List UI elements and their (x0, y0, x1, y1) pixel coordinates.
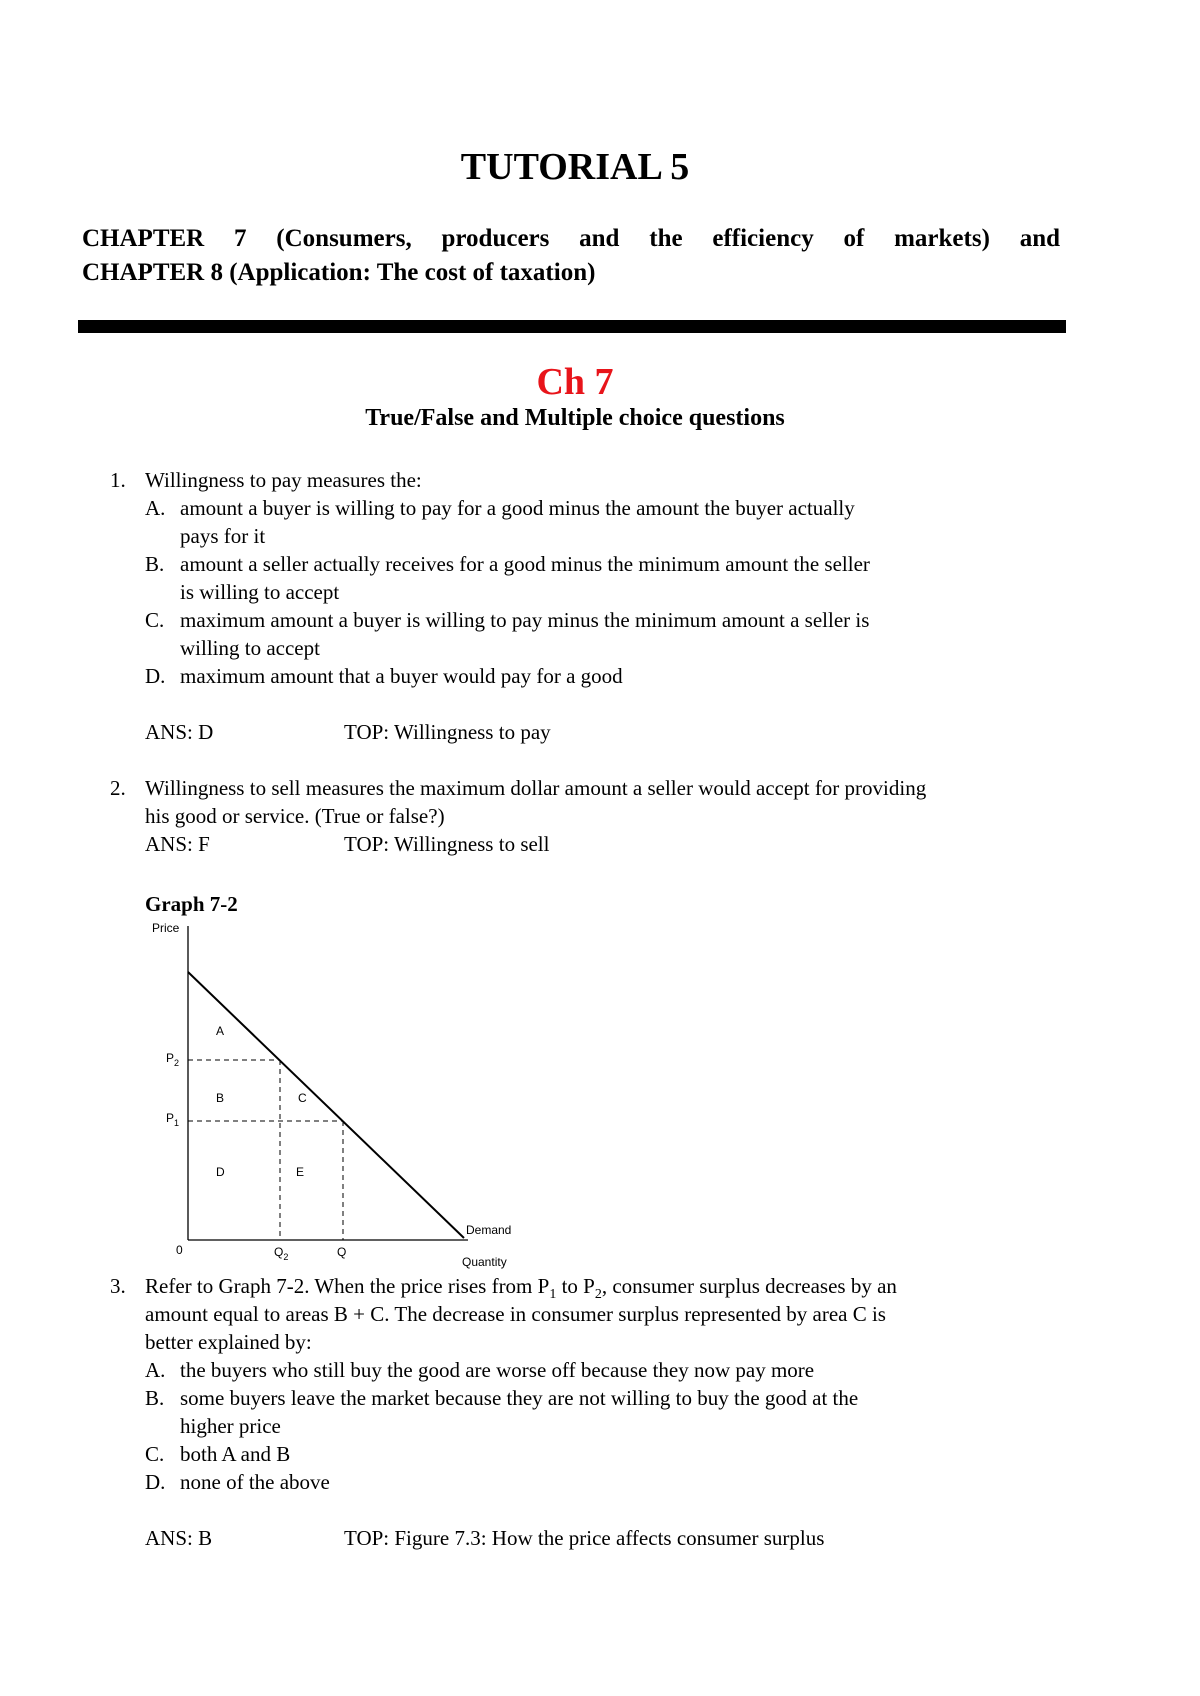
chapter-title: Ch 7 (536, 361, 614, 403)
option-label: D. (145, 1470, 166, 1494)
graph-7-2 (150, 918, 530, 1270)
questions-block-bottom (110, 1272, 897, 1552)
question-text: his good or service. (True or false?) (145, 804, 445, 828)
topic: TOP: Willingness to sell (344, 832, 550, 856)
option-text: some buyers leave the market because they are not willing to buy the good at the (180, 1386, 859, 1410)
answer-row (145, 830, 926, 858)
topic: TOP: Willingness to pay (344, 720, 551, 744)
question-text: Willingness to pay measures the: (145, 468, 422, 492)
question-text: amount equal to areas B + C. The decrease in consumer surplus represented by area C is (145, 1302, 886, 1326)
option-label: B. (145, 552, 165, 576)
option-label: A. (145, 1358, 166, 1382)
area-a-label: A (216, 1024, 225, 1038)
question-2 (110, 774, 926, 858)
answer-row (145, 718, 926, 746)
area-c-label: C (298, 1091, 307, 1105)
x-axis-label: Quantity (462, 1255, 507, 1269)
chapters-word: markets) (894, 225, 990, 252)
option-text: pays for it (180, 524, 266, 548)
option-a (145, 494, 926, 550)
question-1 (110, 466, 926, 746)
q2-label: $Q_2$ (274, 1245, 289, 1262)
option-text: none of the above (180, 1470, 330, 1494)
option-label: A. (145, 496, 166, 520)
question-text: Refer to Graph 7-2. When the price rises from $P_1$ to $P_2$, consumer surplus decreases by an (145, 1274, 897, 1303)
option-d (145, 662, 926, 690)
option-text: maximum amount that a buyer would pay for a good (180, 664, 623, 688)
option-text: is willing to accept (180, 580, 340, 604)
option-label: B. (145, 1386, 165, 1410)
questions-block-top (110, 466, 926, 858)
chapters-word: (Consumers, (276, 225, 412, 252)
option-b (145, 1384, 897, 1440)
question-number: 2. (110, 776, 126, 800)
option-text: amount a buyer is willing to pay for a good minus the amount the buyer actually (180, 496, 855, 520)
page-title: TUTORIAL 5 (460, 146, 690, 188)
area-d-label: D (216, 1165, 225, 1179)
answer: ANS: F (145, 832, 210, 856)
chapters-word: CHAPTER (82, 225, 205, 252)
origin-label: 0 (176, 1243, 183, 1257)
chapters-line-1 (82, 222, 1060, 256)
option-a (145, 1356, 897, 1384)
question-text: better explained by: (145, 1330, 312, 1354)
option-text: the buyers who still buy the good are worse off because they now pay more (180, 1358, 815, 1382)
answer: ANS: D (145, 720, 214, 744)
horizontal-rule (78, 320, 1066, 333)
chapters-word: and (579, 225, 620, 252)
question-text: Willingness to sell measures the maximum dollar amount a seller would accept for providing (145, 776, 927, 800)
option-text: both A and B (180, 1442, 291, 1466)
chapters-word: efficiency (712, 225, 814, 252)
question-3 (110, 1272, 897, 1552)
chapters-line-2: CHAPTER 8 (Application: The cost of taxation) (82, 259, 596, 286)
chapters-word: and (1019, 225, 1060, 252)
q-label: Q (337, 1245, 347, 1259)
answer-row (145, 1524, 897, 1552)
topic: TOP: Figure 7.3: How the price affects consumer surplus (344, 1526, 825, 1550)
option-label: C. (145, 608, 165, 632)
option-text: willing to accept (180, 636, 320, 660)
y-axis-label: Price (152, 921, 180, 935)
chapters-heading (82, 222, 1060, 290)
option-label: D. (145, 664, 166, 688)
chapters-word: of (843, 225, 865, 252)
option-text: higher price (180, 1414, 281, 1438)
demand-curve (188, 972, 464, 1238)
option-text: amount a seller actually receives for a good minus the minimum amount the seller (180, 552, 870, 576)
question-number: 1. (110, 468, 126, 492)
question-number: 3. (110, 1274, 126, 1298)
answer: ANS: B (145, 1526, 213, 1550)
chapters-word: 7 (234, 225, 247, 252)
graph-title: Graph 7-2 (145, 892, 238, 916)
area-b-label: B (216, 1091, 225, 1105)
p1-label: $P_1$ (166, 1111, 180, 1128)
option-label: C. (145, 1442, 165, 1466)
option-text: maximum amount a buyer is willing to pay minus the minimum amount a seller is (180, 608, 870, 632)
section-subtitle: True/False and Multiple choice questions (365, 405, 785, 431)
p2-label: $P_2$ (166, 1051, 180, 1068)
option-c (145, 1440, 897, 1468)
demand-label: Demand (466, 1223, 512, 1237)
option-b (145, 550, 926, 606)
chapters-word: the (649, 225, 683, 252)
area-e-label: E (296, 1165, 305, 1179)
chapters-word: producers (441, 225, 550, 252)
option-c (145, 606, 926, 662)
option-d (145, 1468, 897, 1496)
